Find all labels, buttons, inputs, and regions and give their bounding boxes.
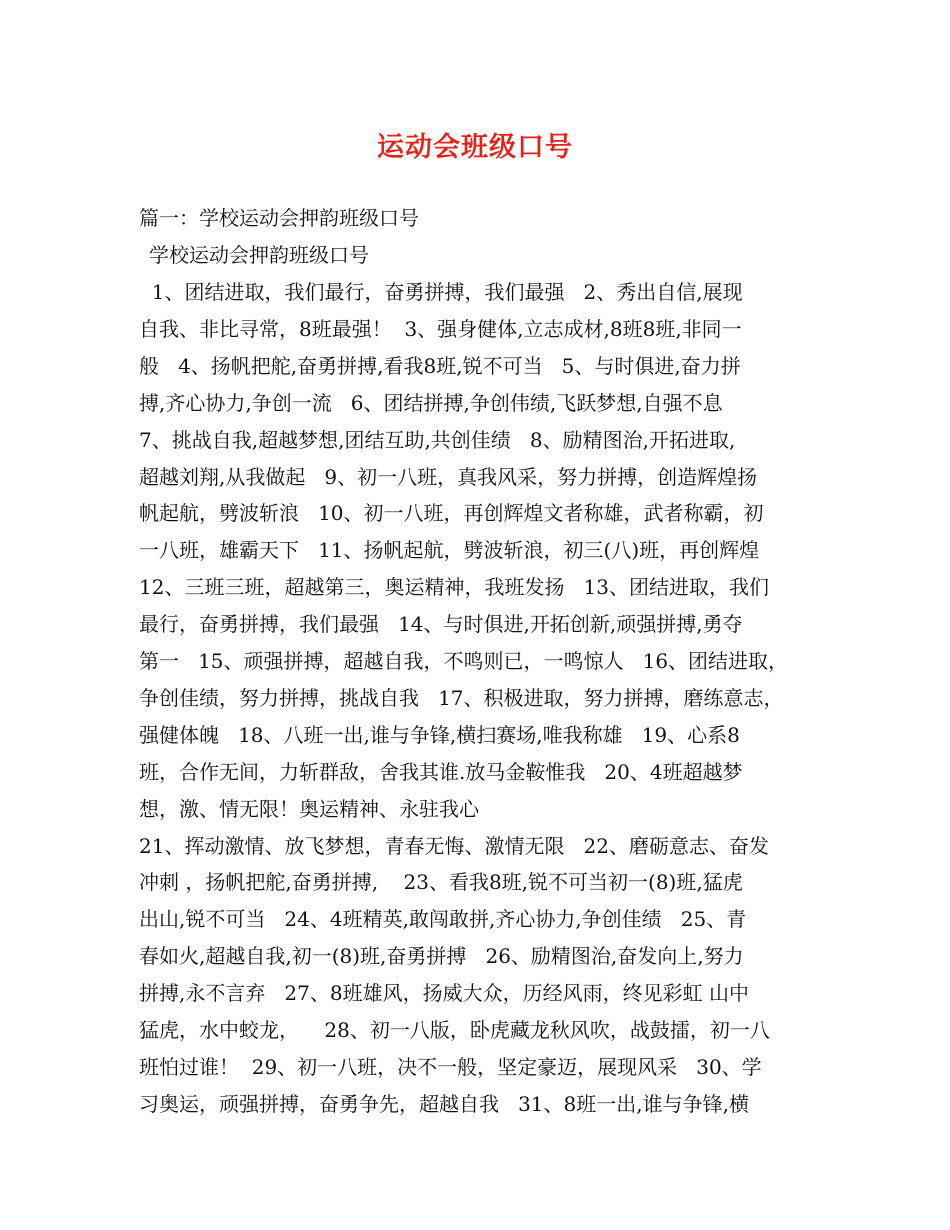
body-line: 7、挑战自我,超越梦想,团结互助,共创佳绩 8、励精图治,开拓进取,: [139, 428, 736, 452]
body-line: 冲刺 ，扬帆把舵,奋勇拼搏, 23、看我8班,锐不可当初一(8)班,猛虎: [139, 870, 743, 894]
body-line: 第一 15、顽强拼搏，超越自我，不鸣则已，一鸣惊人 16、团结进取，: [139, 649, 789, 673]
body-line: 习奥运，顽强拼搏，奋勇争先，超越自我 31、8班一出,谁与争锋,横: [139, 1092, 749, 1116]
document-title: 运动会班级口号: [377, 132, 573, 163]
section-heading: 篇一：学校运动会押韵班级口号: [139, 206, 419, 230]
body-line: 春如火,超越自我,初一(8)班,奋勇拼搏 26、励精图治,奋发向上,努力: [139, 944, 744, 968]
body-line: 班怕过谁！ 29、初一八班，决不一般，坚定豪迈，展现风采 30、学: [139, 1055, 762, 1079]
body-line: 一八班，雄霸天下 11、扬帆起航，劈波斩浪，初三(八)班，再创辉煌: [139, 538, 760, 562]
body-line: 1、团结进取，我们最行，奋勇拼搏，我们最强 2、秀出自信,展现: [139, 280, 743, 304]
body-line: 21、挥动激情、放飞梦想，青春无悔、激情无限 22、磨砺意志、奋发: [139, 834, 769, 858]
body-line: 班，合作无间，力斩群敌，舍我其谁.放马金鞍惟我 20、4班超越梦: [139, 760, 743, 784]
body-line: 强健体魄 18、八班一出,谁与争锋,横扫赛场,唯我称雄 19、心系8: [139, 723, 740, 747]
body-line: 想，激、情无限！奥运精神、永驻我心: [139, 797, 479, 821]
body-line: 般 4、扬帆把舵,奋勇拼搏,看我8班,锐不可当 5、与时俱进,奋力拼: [139, 354, 741, 378]
body-line: 搏,齐心协力,争创一流 6、团结拼搏,争创伟绩,飞跃梦想,自强不息: [139, 391, 723, 415]
body-line: 争创佳绩，努力拼搏，挑战自我 17、积极进取，努力拼搏，磨练意志，: [139, 686, 784, 710]
sub-heading: 学校运动会押韵班级口号: [149, 243, 369, 267]
body-line: 自我、非比寻常，8班最强！ 3、强身健体,立志成材,8班8班,非同一: [139, 317, 742, 341]
body-line: 12、三班三班，超越第三，奥运精神，我班发扬 13、团结进取，我们: [139, 575, 769, 599]
body-line: 帆起航，劈波斩浪 10、初一八班，再创辉煌文者称雄，武者称霸，初: [139, 501, 764, 525]
body-line: 拼搏,永不言弃 27、8班雄风，扬威大众，历经风雨，终见彩虹 山中: [139, 981, 749, 1005]
body-line: 超越刘翔,从我做起 9、初一八班，真我风采，努力拼搏，创造辉煌扬: [139, 465, 758, 489]
body-line: 最行，奋勇拼搏，我们最强 14、与时俱进,开拓创新,顽强拼搏,勇夺: [139, 612, 743, 636]
body-line: 出山,锐不可当 24、4班精英,敢闯敢拼,齐心协力,争创佳绩 25、青: [139, 907, 747, 931]
body-line: 猛虎，水中蛟龙， 28、初一八版，卧虎藏龙秋风吹，战鼓擂，初一八: [139, 1018, 770, 1042]
